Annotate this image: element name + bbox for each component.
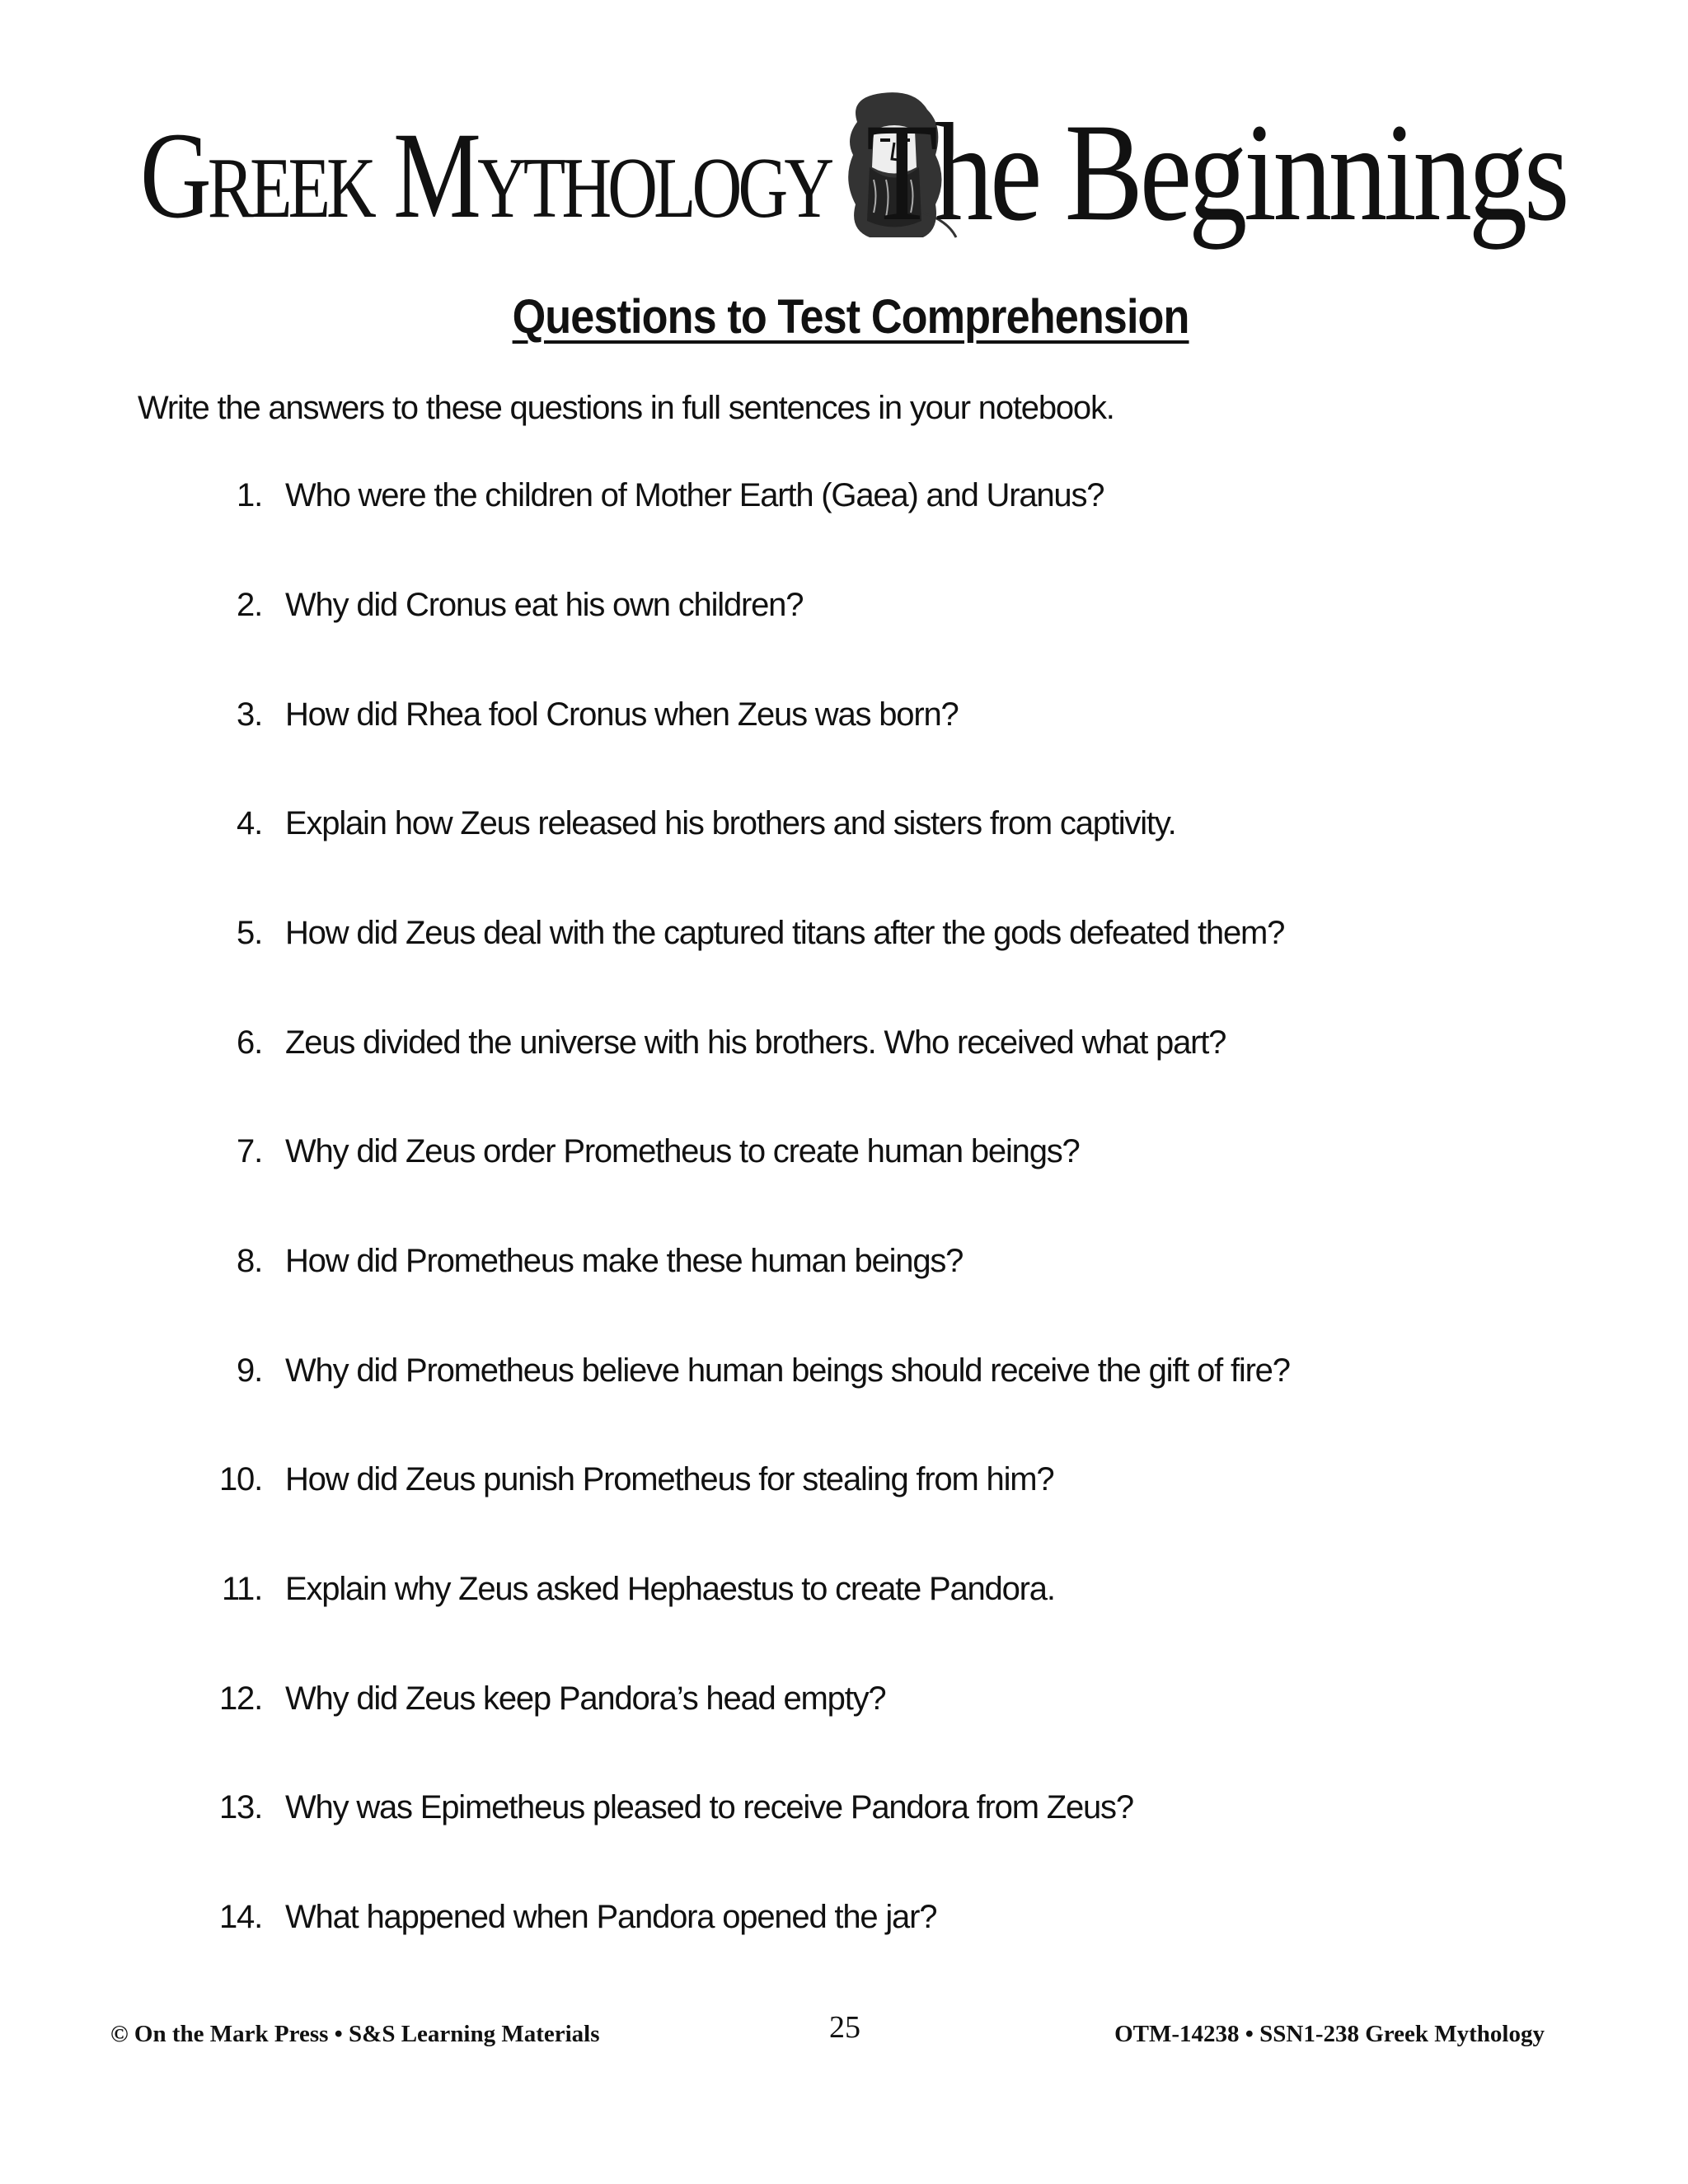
- question-text: Who were the children of Mother Earth (Gaea) and Uranus?: [285, 477, 1104, 513]
- question-text: Why did Zeus order Prometheus to create human beings?: [285, 1133, 1080, 1169]
- page-header: [140, 95, 1566, 270]
- question-text: Explain how Zeus released his brothers and sisters from captivity.: [285, 805, 1176, 841]
- question-number: 10.: [218, 1461, 262, 1497]
- question-number: 8.: [237, 1243, 262, 1279]
- question-number: 14.: [218, 1899, 262, 1935]
- question-text: How did Rhea fool Cronus when Zeus was born?: [285, 696, 959, 733]
- question-number: 5.: [237, 915, 262, 951]
- question-number: 7.: [237, 1133, 262, 1169]
- question-number: 12.: [218, 1680, 262, 1717]
- question-text: Explain why Zeus asked Hephaestus to create Pandora.: [285, 1571, 1055, 1607]
- page-number: 25: [829, 2010, 860, 2045]
- question-number: 3.: [237, 696, 262, 733]
- subtitle-text: Questions to Test Comprehension: [512, 290, 1189, 344]
- question-text: Why did Zeus keep Pandora’s head empty?: [285, 1680, 886, 1717]
- question-text: What happened when Pandora opened the jar?: [285, 1899, 937, 1935]
- question-number: 4.: [237, 805, 262, 841]
- question-number: 1.: [237, 477, 262, 513]
- question-text: Zeus divided the universe with his brothers. Who received what part?: [285, 1024, 1226, 1061]
- instructions: Write the answers to these questions in full sentences in your notebook.: [138, 390, 1114, 426]
- question-text: How did Zeus punish Prometheus for stealing from him?: [285, 1461, 1054, 1497]
- question-text: Why did Cronus eat his own children?: [285, 587, 804, 623]
- title-the-beginnings: The Beginnings: [865, 95, 1566, 250]
- footer-product-code: OTM-14238 • SSN1-238 Greek Mythology: [1114, 2021, 1545, 2047]
- title-greek-mythology: Greek Mythology: [140, 107, 831, 244]
- question-number: 6.: [237, 1024, 262, 1061]
- question-number: 11.: [221, 1571, 262, 1607]
- question-number: 9.: [237, 1352, 262, 1389]
- question-number: 13.: [218, 1789, 262, 1825]
- question-text: Why did Prometheus believe human beings should receive the gift of fire?: [285, 1352, 1290, 1389]
- question-text: How did Prometheus make these human beings?: [285, 1243, 964, 1279]
- question-text: How did Zeus deal with the captured titans after the gods defeated them?: [285, 915, 1285, 951]
- question-number: 2.: [237, 587, 262, 623]
- worksheet-subtitle: [0, 288, 1688, 346]
- footer-publisher: © On the Mark Press • S&S Learning Materials: [110, 2021, 600, 2047]
- question-text: Why was Epimetheus pleased to receive Pandora from Zeus?: [285, 1789, 1133, 1825]
